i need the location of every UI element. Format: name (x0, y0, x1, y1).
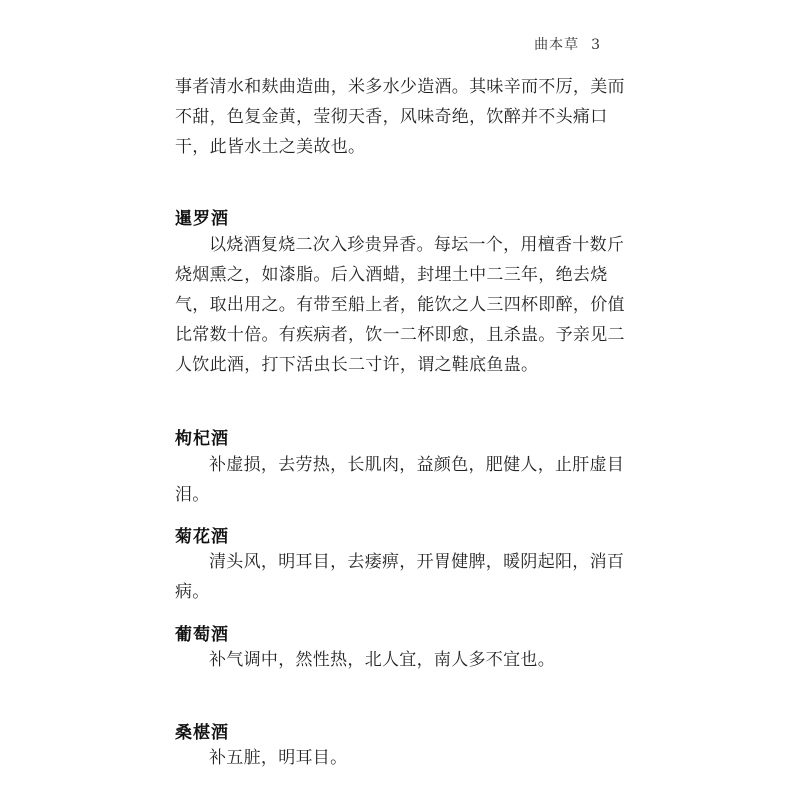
section-title-siam-wine: 暹罗酒 (175, 209, 229, 229)
intro-paragraph: 事者清水和麸曲造曲，米多水少造酒。其味辛而不厉，美而不甜，色复金黄，莹彻天香，风味奇绝，饮醉并不头痛口干，此皆水土之美故也。 (175, 77, 625, 157)
header-title: 曲本草 (534, 37, 580, 53)
section-title-goji-wine: 枸杞酒 (175, 429, 229, 449)
running-header (534, 34, 601, 54)
section-body-grape-wine: 补气调中，然性热，北人宜，南人多不宜也。 (209, 650, 555, 670)
section-title-grape-wine: 葡萄酒 (175, 625, 229, 645)
section-body-chrysanthemum-wine: 清头风，明耳目，去痿痹，开胃健脾，暖阴起阳，消百病。 (175, 552, 625, 602)
section-body-mulberry-wine: 补五脏，明耳目。 (209, 748, 348, 768)
section-title-chrysanthemum-wine: 菊花酒 (175, 527, 229, 547)
section-body-siam-wine: 以烧酒复烧二次入珍贵异香。每坛一个，用檀香十数斤烧烟熏之，如漆脂。后入酒蜡，封埋土中二三年，绝去烧气，取出用之。有带至船上者，能饮之人三四杯即醉，价值比常数十倍。有疾病者，饮一二杯即愈，且杀蛊。予亲见二人饮此酒，打下活虫长二寸许，谓之鞋底鱼蛊。 (175, 235, 625, 375)
page-number: 3 (591, 37, 601, 53)
section-body-goji-wine: 补虚损，去劳热，长肌肉，益颜色，肥健人，止肝虚目泪。 (175, 455, 625, 505)
section-title-mulberry-wine: 桑椹酒 (175, 723, 229, 743)
